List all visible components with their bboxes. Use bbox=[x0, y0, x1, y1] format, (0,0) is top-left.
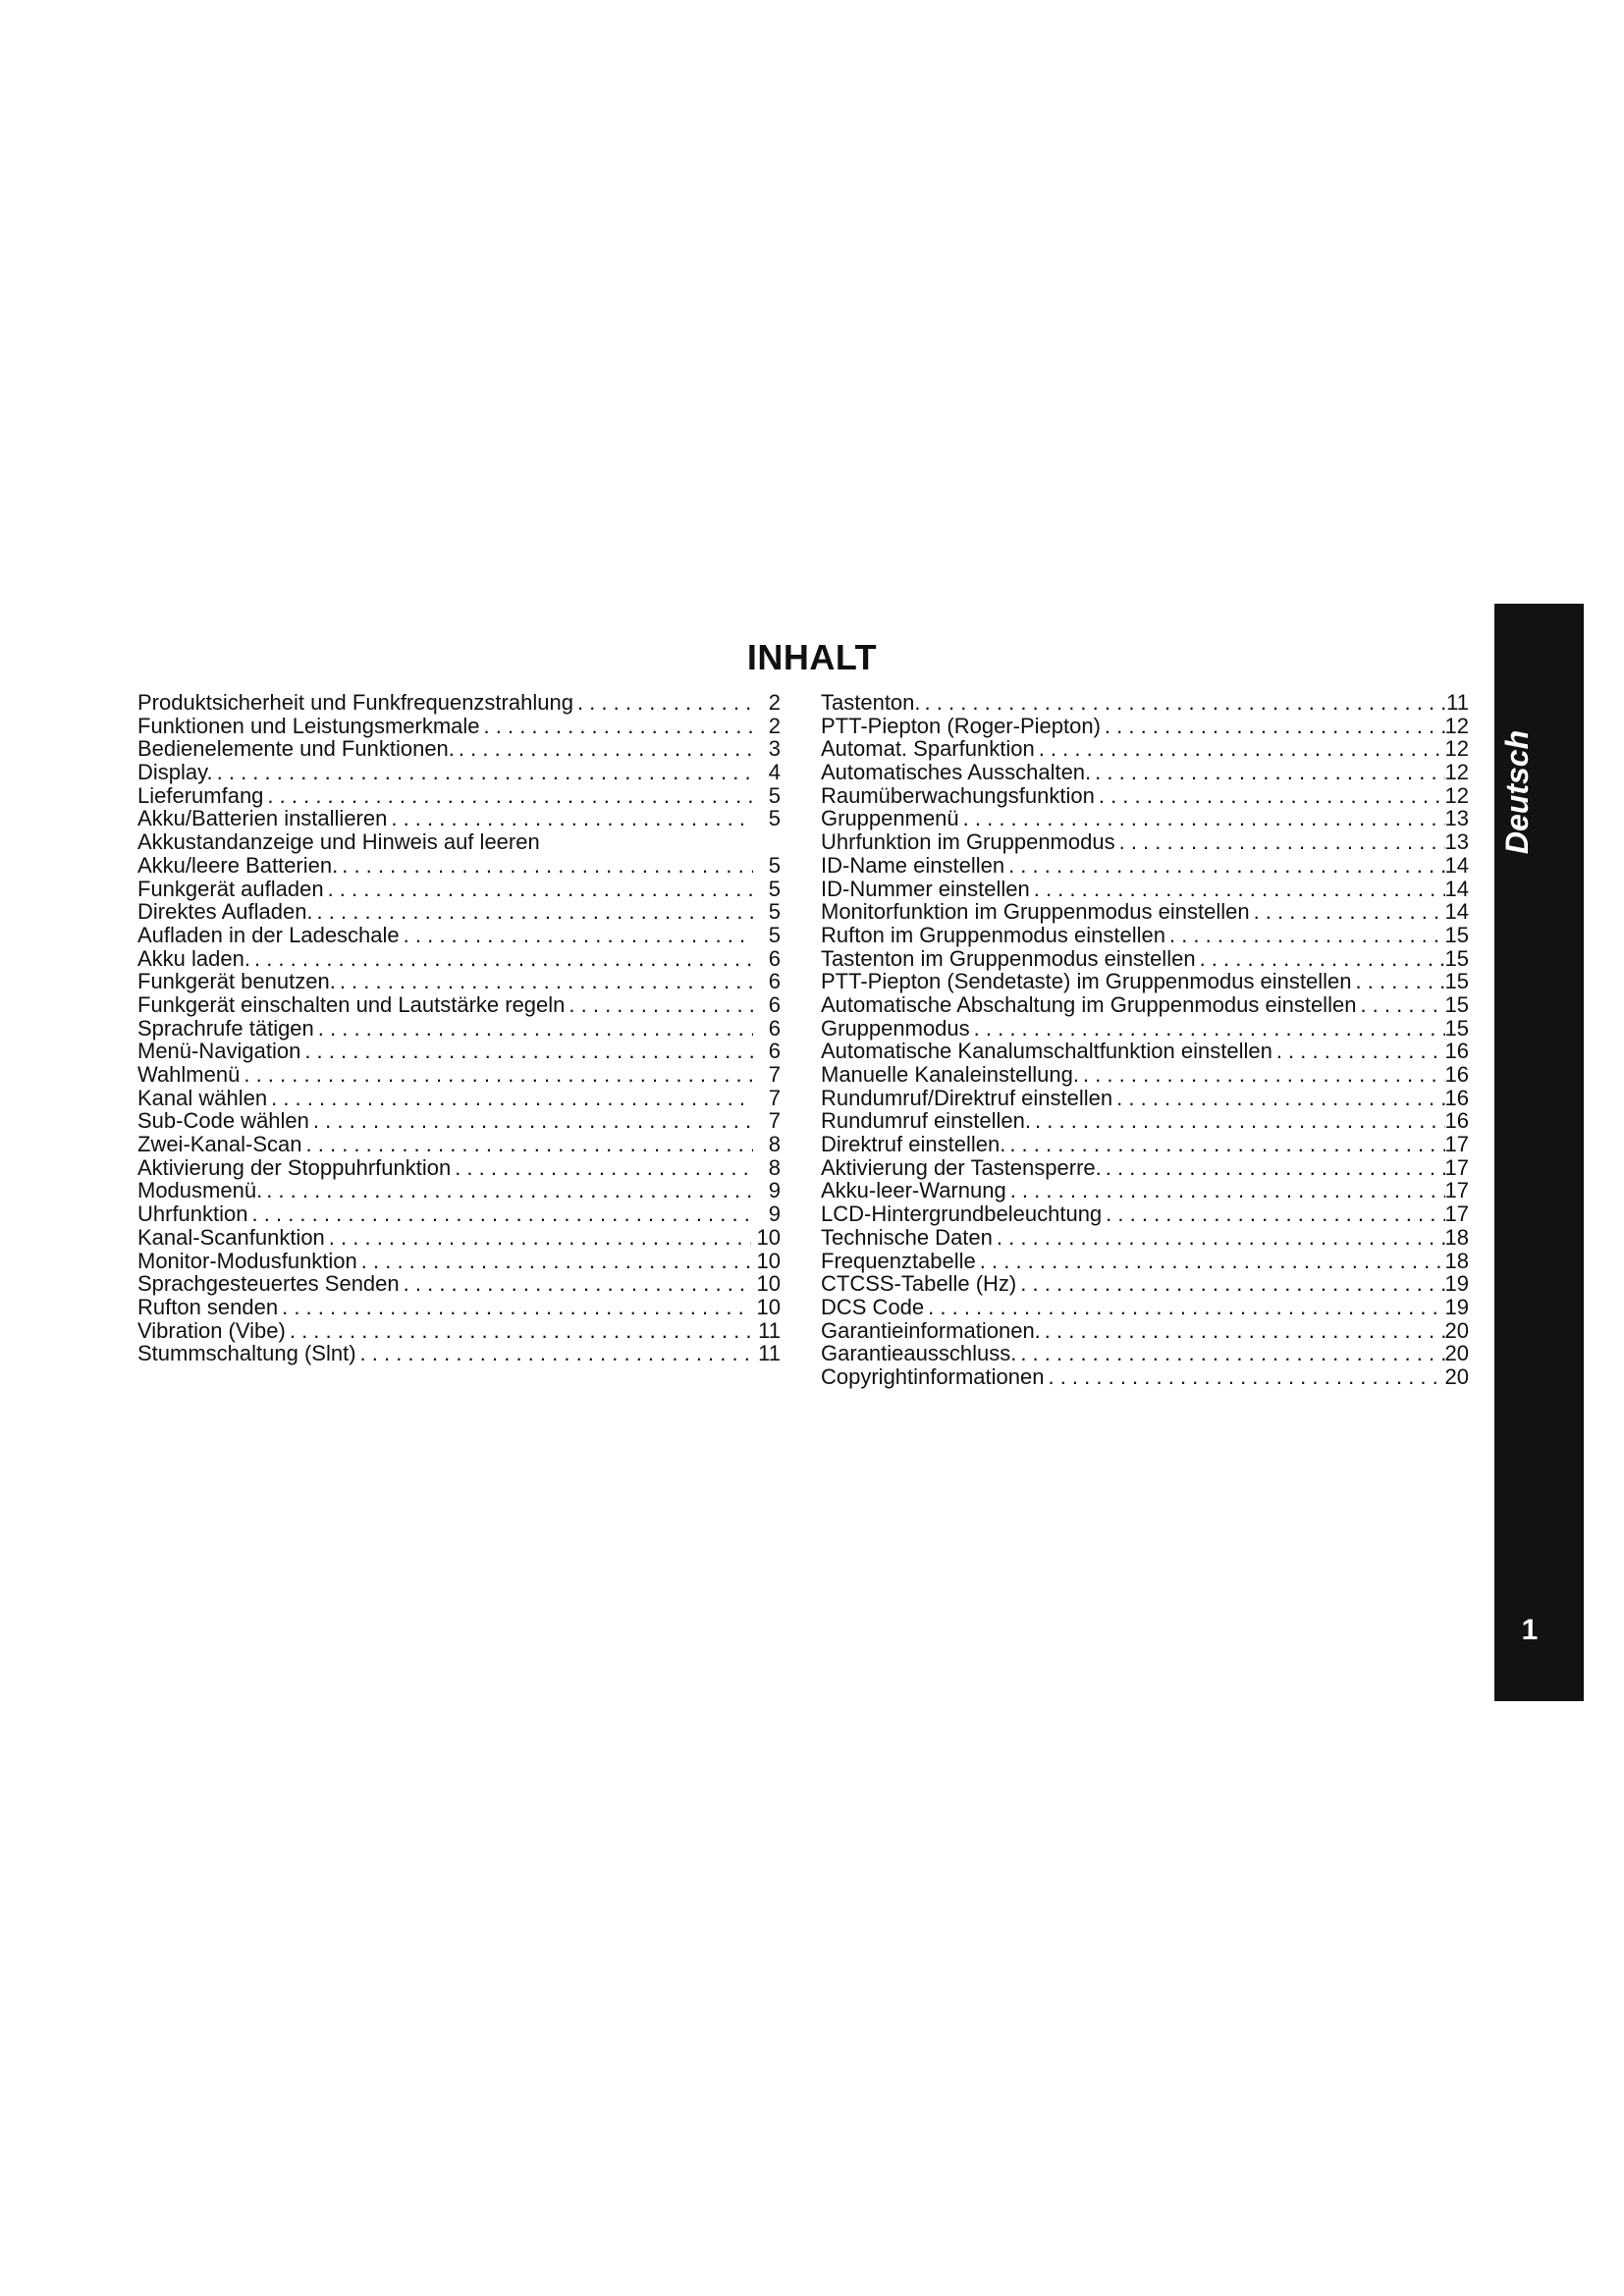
toc-entry-label: Tastenton im Gruppenmodus einstellen bbox=[821, 945, 1196, 971]
toc-entry-page: 2 bbox=[768, 713, 781, 738]
toc-entry-page: 6 bbox=[768, 945, 781, 971]
toc-entry bbox=[137, 970, 781, 993]
toc-entry-page: 6 bbox=[768, 969, 781, 994]
toc-entry-label: Bedienelemente und Funktionen. bbox=[137, 736, 455, 762]
toc-entry-page: 16 bbox=[1444, 1085, 1469, 1110]
toc-entry bbox=[821, 1179, 1469, 1202]
dot-leader bbox=[1083, 1063, 1445, 1087]
toc-entry-page: 7 bbox=[768, 1062, 781, 1087]
toc-entry-page: 10 bbox=[756, 1224, 781, 1250]
toc-entry bbox=[821, 924, 1469, 947]
toc-entry-page: 14 bbox=[1444, 899, 1469, 925]
toc-entry bbox=[137, 715, 781, 738]
toc-entry-page: 5 bbox=[768, 922, 781, 947]
toc-entry-page: 10 bbox=[756, 1271, 781, 1297]
dot-leader bbox=[1020, 1272, 1444, 1296]
toc-entry bbox=[137, 1250, 781, 1273]
toc-entry-label: Monitor-Modusfunktion bbox=[137, 1248, 357, 1273]
dot-leader bbox=[980, 1250, 1445, 1273]
toc-entry-label: Wahlmenü bbox=[137, 1062, 241, 1087]
dot-leader bbox=[1099, 784, 1445, 808]
toc-entry-label: Akkustandanzeige und Hinweis auf leeren bbox=[137, 829, 540, 855]
toc-entry-page: 5 bbox=[768, 782, 781, 808]
toc-entry-page: 11 bbox=[1446, 690, 1469, 715]
toc-entry-page: 6 bbox=[768, 1039, 781, 1064]
toc-entry bbox=[137, 1342, 781, 1365]
toc-entry bbox=[821, 1156, 1469, 1180]
toc-entry-page: 11 bbox=[758, 1341, 781, 1366]
dot-leader bbox=[1254, 900, 1445, 924]
toc-entry-label: Raumüberwachungsfunktion bbox=[821, 782, 1095, 808]
toc-entry-page: 8 bbox=[768, 1154, 781, 1180]
toc-entry bbox=[821, 1063, 1469, 1087]
toc-entry-page: 20 bbox=[1444, 1341, 1469, 1366]
toc-entry bbox=[137, 1017, 781, 1041]
toc-entry-label: Tastenton. bbox=[821, 690, 921, 715]
toc-entry-page: 15 bbox=[1444, 945, 1469, 971]
dot-leader bbox=[361, 1250, 751, 1273]
toc-entry bbox=[137, 830, 781, 854]
dot-leader bbox=[1360, 993, 1444, 1017]
dot-leader bbox=[254, 947, 753, 971]
toc-entry bbox=[821, 1109, 1469, 1133]
toc-entry-label: Uhrfunktion bbox=[137, 1201, 248, 1227]
toc-entry-label: Garantieausschluss. bbox=[821, 1341, 1017, 1366]
toc-entry-page: 15 bbox=[1444, 922, 1469, 947]
toc-entry bbox=[821, 993, 1469, 1017]
toc-entry-page: 12 bbox=[1444, 736, 1469, 762]
toc-entry-label: Lieferumfang bbox=[137, 782, 264, 808]
toc-entry-page: 20 bbox=[1444, 1317, 1469, 1343]
toc-entry bbox=[821, 1365, 1469, 1389]
toc-entry bbox=[821, 761, 1469, 784]
toc-entry bbox=[821, 830, 1469, 854]
toc-entry bbox=[137, 1133, 781, 1156]
toc-entry-label: Modusmenü. bbox=[137, 1178, 263, 1203]
toc-entry-label: DCS Code bbox=[821, 1294, 925, 1319]
toc-entry-label: Stummschaltung (Slnt) bbox=[137, 1341, 356, 1366]
toc-entry-page: 5 bbox=[768, 899, 781, 925]
toc-entry bbox=[137, 784, 781, 808]
toc-entry-label: Funkgerät benutzen. bbox=[137, 969, 336, 994]
toc-entry-label: Display. bbox=[137, 760, 213, 785]
toc-entry-page: 4 bbox=[768, 760, 781, 785]
toc-entry-label: ID-Name einstellen bbox=[821, 852, 1005, 878]
toc-entry-label: Copyrightinformationen bbox=[821, 1363, 1045, 1389]
toc-entry bbox=[137, 1202, 781, 1226]
toc-entry-label: Uhrfunktion im Gruppenmodus bbox=[821, 829, 1115, 855]
dot-leader bbox=[404, 1272, 751, 1296]
toc-entry bbox=[137, 737, 781, 761]
dot-leader bbox=[1106, 1156, 1445, 1180]
dot-leader bbox=[342, 854, 753, 878]
toc-entry-label: Kanal wählen bbox=[137, 1085, 268, 1110]
toc-entry bbox=[821, 715, 1469, 738]
dot-leader bbox=[455, 1156, 753, 1180]
toc-entry-page: 5 bbox=[768, 852, 781, 878]
toc-entry-label: Akku/Batterien installieren bbox=[137, 806, 388, 831]
toc-entry-page: 6 bbox=[768, 991, 781, 1017]
dot-leader bbox=[1010, 1179, 1445, 1202]
dot-leader bbox=[1276, 1040, 1445, 1063]
dot-leader bbox=[997, 1226, 1445, 1250]
dot-leader bbox=[1039, 737, 1445, 761]
toc-entry-page: 16 bbox=[1444, 1039, 1469, 1064]
dot-leader bbox=[1200, 947, 1445, 971]
dot-leader bbox=[928, 1296, 1444, 1319]
dot-leader bbox=[329, 1226, 751, 1250]
toc-entry-page: 6 bbox=[768, 1015, 781, 1041]
dot-leader bbox=[1106, 1202, 1444, 1226]
toc-entry-page: 9 bbox=[768, 1201, 781, 1227]
toc-entry-page: 7 bbox=[768, 1085, 781, 1110]
toc-entry bbox=[137, 924, 781, 947]
toc-entry bbox=[137, 761, 781, 784]
toc-entry bbox=[137, 807, 781, 830]
toc-entry bbox=[137, 900, 781, 924]
toc-entry-page: 8 bbox=[768, 1132, 781, 1157]
dot-leader bbox=[1034, 878, 1445, 901]
toc-right-column bbox=[821, 691, 1469, 1389]
dot-leader bbox=[404, 924, 753, 947]
toc-entry bbox=[137, 1226, 781, 1250]
dot-leader bbox=[267, 784, 753, 808]
dot-leader bbox=[459, 737, 753, 761]
toc-entry-label: CTCSS-Tabelle (Hz) bbox=[821, 1271, 1017, 1297]
toc-entry-label: Automatische Abschaltung im Gruppenmodus einstellen bbox=[821, 991, 1357, 1017]
toc-entry-label: Zwei-Kanal-Scan bbox=[137, 1132, 302, 1157]
toc-entry-page: 13 bbox=[1444, 829, 1469, 855]
toc-entry bbox=[137, 1063, 781, 1087]
dot-leader bbox=[244, 1063, 753, 1087]
toc-entry-label: Automatisches Ausschalten. bbox=[821, 760, 1092, 785]
toc-entry bbox=[137, 1156, 781, 1180]
toc-entry-label: Rufton im Gruppenmodus einstellen bbox=[821, 922, 1165, 947]
dot-leader bbox=[577, 691, 753, 715]
toc-entry bbox=[821, 970, 1469, 993]
toc-entry-label: Aktivierung der Stoppuhrfunktion bbox=[137, 1154, 452, 1180]
dot-leader bbox=[1009, 1133, 1444, 1156]
toc-entry-label: Monitorfunktion im Gruppenmodus einstellen bbox=[821, 899, 1250, 925]
toc-entry-label: ID-Nummer einstellen bbox=[821, 876, 1030, 901]
toc-entry-page: 12 bbox=[1444, 713, 1469, 738]
toc-entry-page: 5 bbox=[768, 876, 781, 901]
toc-entry bbox=[821, 854, 1469, 878]
toc-entry bbox=[137, 1272, 781, 1296]
toc-entry-page: 5 bbox=[768, 806, 781, 831]
toc-entry-label: Akku/leere Batterien. bbox=[137, 852, 339, 878]
toc-entry bbox=[137, 878, 781, 901]
toc-entry-page: 15 bbox=[1444, 991, 1469, 1017]
toc-left-column bbox=[137, 691, 781, 1365]
toc-entry-page: 20 bbox=[1444, 1363, 1469, 1389]
toc-entry bbox=[821, 900, 1469, 924]
toc-entry-label: LCD-Hintergrundbeleuchtung bbox=[821, 1201, 1103, 1227]
toc-entry-page: 16 bbox=[1444, 1108, 1469, 1134]
toc-entry-label: PTT-Piepton (Roger-Piepton) bbox=[821, 713, 1101, 738]
toc-entry-page: 15 bbox=[1444, 1015, 1469, 1041]
dot-leader bbox=[360, 1342, 753, 1365]
toc-entry bbox=[137, 993, 781, 1017]
toc-entry bbox=[821, 1040, 1469, 1063]
toc-entry bbox=[137, 1109, 781, 1133]
dot-leader bbox=[304, 1040, 753, 1063]
toc-entry-label: Aktivierung der Tastensperre. bbox=[821, 1154, 1102, 1180]
toc-entry bbox=[821, 784, 1469, 808]
page-number: 1 bbox=[1521, 1614, 1539, 1646]
toc-entry-label: Automatische Kanalumschaltfunktion einstellen bbox=[821, 1039, 1272, 1064]
toc-entry-label: Menü-Navigation bbox=[137, 1039, 301, 1064]
toc-entry-label: Rundumruf/Direktruf einstellen bbox=[821, 1085, 1113, 1110]
dot-leader bbox=[266, 1179, 753, 1202]
dot-leader bbox=[963, 807, 1445, 830]
toc-entry bbox=[137, 947, 781, 971]
toc-entry-label: Manuelle Kanaleinstellung. bbox=[821, 1062, 1079, 1087]
toc-entry-label: Aufladen in der Ladeschale bbox=[137, 922, 400, 947]
toc-entry-label: Funkgerät aufladen bbox=[137, 876, 324, 901]
toc-entry-page: 17 bbox=[1444, 1132, 1469, 1157]
toc-entry bbox=[821, 1319, 1469, 1343]
toc-entry-label: Sprachgesteuertes Senden bbox=[137, 1271, 400, 1297]
dot-leader bbox=[391, 807, 753, 830]
toc-entry-label: Rundumruf einstellen. bbox=[821, 1108, 1032, 1134]
toc-entry bbox=[821, 1087, 1469, 1110]
toc-entry-page: 18 bbox=[1444, 1224, 1469, 1250]
toc-entry-label: Rufton senden bbox=[137, 1294, 279, 1319]
dot-leader bbox=[974, 1017, 1445, 1041]
dot-leader bbox=[328, 878, 753, 901]
toc-entry-label: Kanal-Scanfunktion bbox=[137, 1224, 325, 1250]
dot-leader bbox=[1119, 830, 1445, 854]
toc-entry-page: 17 bbox=[1444, 1154, 1469, 1180]
toc-entry bbox=[821, 807, 1469, 830]
language-label: Deutsch bbox=[1499, 729, 1535, 855]
dot-leader bbox=[1116, 1087, 1444, 1110]
dot-leader bbox=[313, 1109, 753, 1133]
dot-leader bbox=[568, 993, 753, 1017]
toc-entry-page: 9 bbox=[768, 1178, 781, 1203]
dot-leader bbox=[317, 900, 753, 924]
toc-entry bbox=[137, 1040, 781, 1063]
toc-entry bbox=[821, 1296, 1469, 1319]
language-tab bbox=[1494, 604, 1584, 1701]
toc-entry bbox=[821, 1250, 1469, 1273]
toc-entry-page: 14 bbox=[1444, 876, 1469, 901]
toc-entry-page: 13 bbox=[1444, 806, 1469, 831]
toc-entry-page: 10 bbox=[756, 1248, 781, 1273]
toc-entry-label: Akku laden. bbox=[137, 945, 250, 971]
toc-entry bbox=[137, 854, 781, 878]
dot-leader bbox=[1048, 1365, 1444, 1389]
toc-entry bbox=[821, 1133, 1469, 1156]
toc-entry-label: Sprachrufe tätigen bbox=[137, 1015, 314, 1041]
toc-entry-label: PTT-Piepton (Sendetaste) im Gruppenmodus einstellen bbox=[821, 969, 1352, 994]
dot-leader bbox=[1045, 1319, 1445, 1343]
dot-leader bbox=[1356, 970, 1445, 993]
dot-leader bbox=[306, 1133, 753, 1156]
toc-entry-page: 17 bbox=[1444, 1178, 1469, 1203]
dot-leader bbox=[1020, 1342, 1444, 1365]
toc-entry bbox=[821, 878, 1469, 901]
toc-entry-page: 19 bbox=[1444, 1294, 1469, 1319]
toc-entry-page: 19 bbox=[1444, 1271, 1469, 1297]
toc-entry-label: Technische Daten bbox=[821, 1224, 993, 1250]
toc-entry-page: 14 bbox=[1444, 852, 1469, 878]
dot-leader bbox=[1008, 854, 1444, 878]
toc-entry bbox=[821, 1342, 1469, 1365]
toc-entry-page: 17 bbox=[1444, 1201, 1469, 1227]
toc-entry-label: Direktes Aufladen. bbox=[137, 899, 313, 925]
toc-entry bbox=[821, 691, 1469, 715]
toc-entry-page: 16 bbox=[1444, 1062, 1469, 1087]
toc-entry bbox=[821, 1202, 1469, 1226]
toc-entry-label: Direktruf einstellen. bbox=[821, 1132, 1006, 1157]
dot-leader bbox=[1105, 715, 1445, 738]
toc-entry-page: 7 bbox=[768, 1108, 781, 1134]
toc-entry bbox=[137, 1296, 781, 1319]
toc-entry-label: Automat. Sparfunktion bbox=[821, 736, 1035, 762]
dot-leader bbox=[282, 1296, 750, 1319]
toc-entry-label: Frequenztabelle bbox=[821, 1248, 976, 1273]
toc-entry bbox=[821, 1017, 1469, 1041]
toc-entry bbox=[821, 947, 1469, 971]
toc-entry-label: Funktionen und Leistungsmerkmale bbox=[137, 713, 480, 738]
toc-entry-label: Gruppenmodus bbox=[821, 1015, 970, 1041]
page-title: INHALT bbox=[746, 637, 878, 677]
toc-entry-page: 15 bbox=[1444, 969, 1469, 994]
dot-leader bbox=[290, 1319, 752, 1343]
toc-entry-page: 12 bbox=[1444, 782, 1469, 808]
toc-entry bbox=[137, 1319, 781, 1343]
toc-entry bbox=[821, 1272, 1469, 1296]
toc-entry-label: Produktsicherheit und Funkfrequenzstrahlung bbox=[137, 690, 573, 715]
dot-leader bbox=[484, 715, 753, 738]
dot-leader bbox=[271, 1087, 753, 1110]
toc-entry bbox=[821, 737, 1469, 761]
dot-leader bbox=[340, 970, 753, 993]
toc-entry-label: Gruppenmenü bbox=[821, 806, 959, 831]
toc-entry-label: Sub-Code wählen bbox=[137, 1108, 309, 1134]
dot-leader bbox=[1169, 924, 1445, 947]
toc-entry-page: 2 bbox=[768, 690, 781, 715]
toc-entry-page: 18 bbox=[1444, 1248, 1469, 1273]
toc-entry-page: 3 bbox=[768, 736, 781, 762]
toc-entry-label: Funkgerät einschalten und Lautstärke regeln bbox=[137, 991, 566, 1017]
dot-leader bbox=[252, 1202, 753, 1226]
toc-entry bbox=[821, 1226, 1469, 1250]
toc-entry-page: 10 bbox=[756, 1294, 781, 1319]
toc-entry-label: Vibration (Vibe) bbox=[137, 1317, 286, 1343]
dot-leader bbox=[925, 691, 1447, 715]
toc-entry bbox=[137, 1179, 781, 1202]
toc-entry-label: Akku-leer-Warnung bbox=[821, 1178, 1006, 1203]
toc-entry-page: 12 bbox=[1444, 760, 1469, 785]
toc-entry bbox=[137, 691, 781, 715]
dot-leader bbox=[1095, 761, 1444, 784]
toc-entry-label: Garantieinformationen. bbox=[821, 1317, 1041, 1343]
dot-leader bbox=[217, 761, 753, 784]
toc-entry bbox=[137, 1087, 781, 1110]
toc-entry-page: 11 bbox=[758, 1317, 781, 1343]
dot-leader bbox=[318, 1017, 753, 1041]
dot-leader bbox=[1035, 1109, 1445, 1133]
